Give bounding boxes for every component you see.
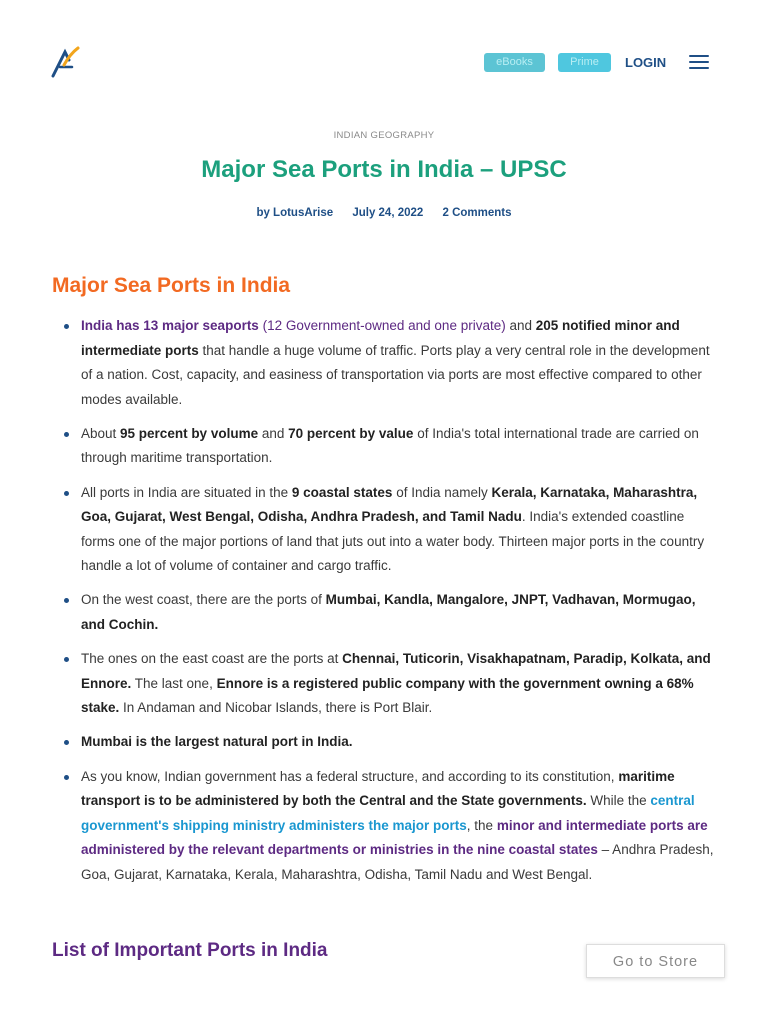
text-span: The ones on the east coast are the ports at [81, 651, 343, 667]
text-span: . India's extended coastline forms one of the major portions of land that juts out into a water body. Thirteen major ports in the country handle a lot of volume of container and cargo traffic. [81, 509, 705, 574]
text-span: of India's total international trade are carried on through maritime transportation. [81, 425, 699, 466]
prime-button[interactable]: Prime [558, 53, 611, 72]
list-item [60, 422, 720, 471]
article-category[interactable]: INDIAN GEOGRAPHY [333, 130, 435, 141]
post-date[interactable]: July 24, 2022 [352, 207, 424, 219]
list-item [60, 730, 720, 755]
hamburger-bar [689, 61, 709, 63]
text-span: India has 13 major seaports [81, 318, 259, 333]
text-span: of India namely [392, 484, 492, 500]
text-span: and [505, 318, 536, 333]
list-item [60, 481, 720, 579]
login-link[interactable]: LOGIN [625, 55, 667, 70]
text-span: , the [466, 817, 497, 833]
text-span: All ports in India are situated in the [81, 484, 292, 500]
ebooks-button[interactable]: eBooks [484, 53, 545, 72]
list-item [60, 765, 720, 888]
hamburger-bar [689, 55, 709, 57]
hamburger-icon[interactable] [689, 55, 709, 71]
author-link[interactable]: by LotusArise [256, 207, 334, 219]
text-span: As you know, Indian government has a federal structure, and according to its constitution, [81, 768, 619, 784]
go-to-store-button[interactable]: Go to Store [586, 944, 725, 978]
ministry-link[interactable]: central government's shipping ministry administers the major ports [81, 793, 695, 833]
text-span: that handle a huge volume of traffic. Ports play a very central role in the development of a nation. Cost, capacity, and easiness of transportation via ports are most effective compared to other modes available. [81, 342, 710, 407]
text-span: 205 notified minor and intermediate ports [81, 318, 680, 358]
text-span: (12 Government-owned and one private) [258, 318, 506, 333]
lotusarise-logo-icon[interactable] [50, 46, 80, 78]
text-span: 95 percent by volume [120, 425, 259, 441]
port-facts-list [60, 314, 720, 887]
list-item [60, 647, 720, 721]
text-span: minor and intermediate ports are administered by the relevant departments or ministries in the nine coastal states [81, 817, 708, 858]
article-meta [0, 207, 768, 219]
text-span: The last one, [131, 675, 217, 691]
text-span: – Andhra Pradesh, Goa, Gujarat, Karnataka, Kerala, Maharashtra, Odisha, Tamil Nadu and West Bengal. [81, 842, 714, 882]
list-item [60, 314, 720, 412]
article-body [60, 314, 720, 897]
hamburger-bar [689, 67, 709, 69]
comments-link[interactable]: 2 Comments [442, 207, 512, 219]
text-span: and [258, 425, 289, 441]
site-header [0, 0, 768, 110]
text-span: Chennai, Tuticorin, Visakhapatnam, Paradip, Kolkata, and Ennore. [81, 651, 711, 691]
text-span: In Andaman and Nicobar Islands, there is Port Blair. [119, 700, 433, 716]
text-span: Ennore is a registered public company with the government owning a 68% stake. [81, 675, 694, 716]
section-heading-major-ports: Major Sea Ports in India [52, 274, 291, 297]
text-span: About [81, 425, 121, 441]
text-span: While the [586, 793, 651, 809]
text-span: 70 percent by value [288, 425, 414, 441]
text-span: On the west coast, there are the ports of [81, 592, 326, 608]
text-span: Mumbai, Kandla, Mangalore, JNPT, Vadhavan, Mormugao, and Cochin. [81, 592, 696, 633]
text-span: Mumbai is the largest natural port in India. [81, 734, 353, 750]
text-span: maritime transport is to be administered by both the Central and the State governments. [81, 768, 675, 809]
text-span: Kerala, Karnataka, Maharashtra, Goa, Gujarat, West Bengal, Odisha, Andhra Pradesh, and Tamil Nadu [81, 484, 698, 525]
list-item [60, 588, 720, 637]
text-span: 9 coastal states [291, 484, 393, 500]
section-heading-important-ports: List of Important Ports in India [52, 940, 328, 961]
page-title: Major Sea Ports in India – UPSC [201, 156, 567, 183]
